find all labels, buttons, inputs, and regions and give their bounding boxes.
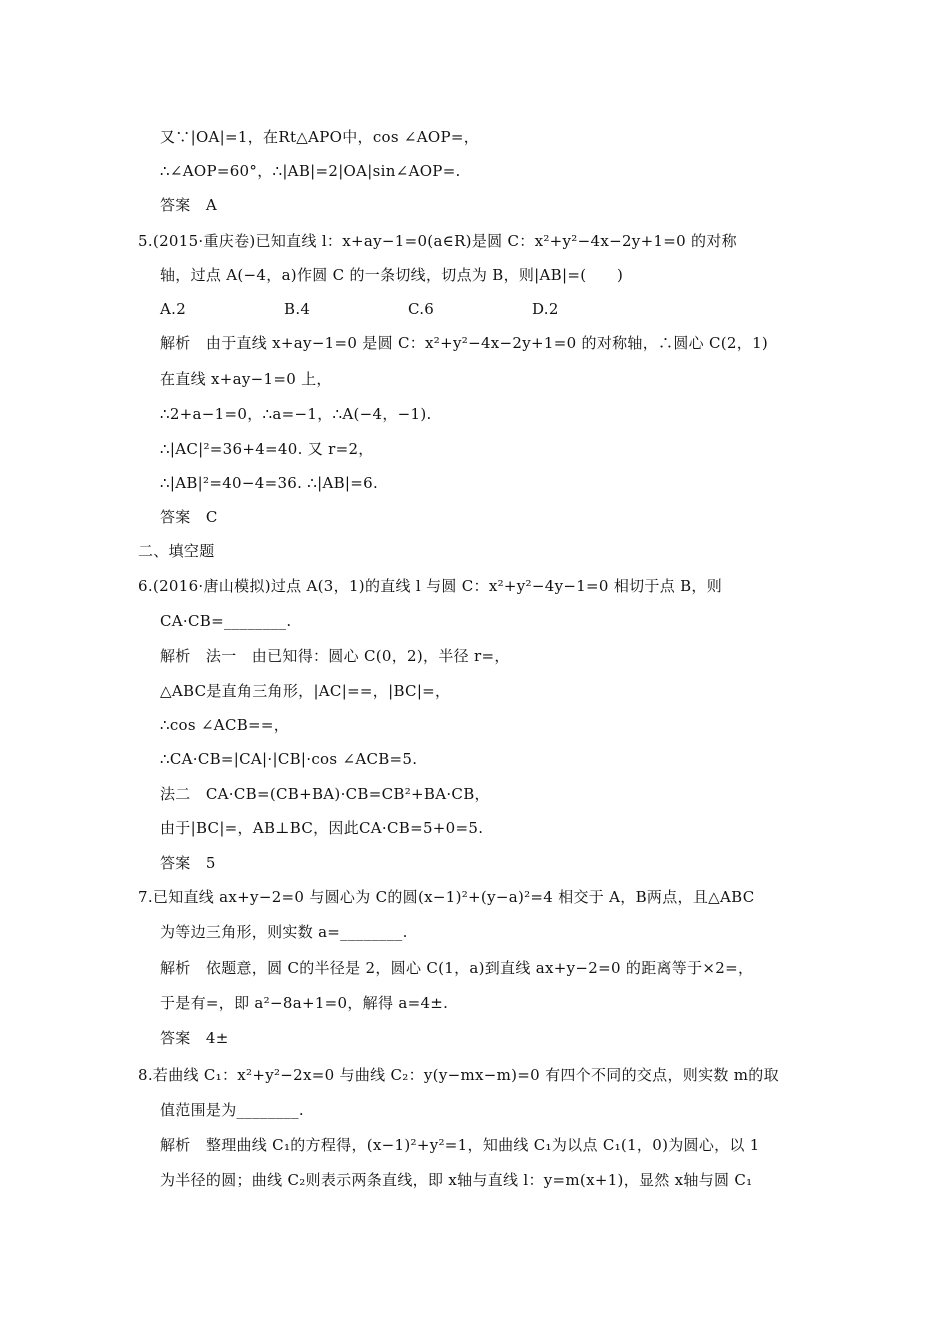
answer-line: 答案 C [160,508,218,526]
text-line: 于是有=，即 a²−8a+1=0，解得 a=4±. [160,994,449,1012]
text-line: 又∵|OA|=1，在Rt△APO中，cos ∠AOP=， [160,128,480,146]
question-5: 5.(2015·重庆卷)已知直线 l：x+ay−1=0(a∈R)是圆 C：x²+y²−4x−2y+1=0 的对称 [138,232,737,250]
question-5-cont: 轴，过点 A(−4，a)作圆 C 的一条切线，切点为 B，则|AB|=( ) [160,266,624,284]
text-line: ∴cos ∠ACB==， [160,716,290,734]
answer-line: 答案 4± [160,1029,229,1047]
choice-c: C.6 [408,300,435,318]
question-6: 6.(2016·唐山模拟)过点 A(3，1)的直线 l 与圆 C：x²+y²−4y−1=0 相切于点 B，则 [138,577,723,595]
choices-row [160,298,656,320]
text-line: 解析 由于直线 x+ay−1=0 是圆 C：x²+y²−4x−2y+1=0 的对称轴，∴圆心 C(2，1) [160,334,769,352]
answer-line: 答案 5 [160,854,216,872]
choice-b: B.4 [284,300,311,318]
question-6-cont: CA·CB=________. [160,612,292,630]
text-line: 法二 CA·CB=(CB+BA)·CB=CB²+BA·CB， [160,785,490,803]
text-line: 由于|BC|=，AB⊥BC，因此CA·CB=5+0=5. [160,819,484,837]
text-line: △ABC是直角三角形，|AC|==，|BC|=， [160,682,451,700]
text-line: 在直线 x+ay−1=0 上， [160,370,332,388]
section-heading: 二、填空题 [138,542,215,560]
text-line: ∴CA·CB=|CA|·|CB|·cos ∠ACB=5. [160,750,418,768]
text-line: 解析 法一 由已知得：圆心 C(0，2)，半径 r=， [160,647,510,665]
choice-d: D.2 [532,300,559,318]
answer-line: 答案 A [160,196,218,214]
text-line: ∴2+a−1=0，∴a=−1，∴A(−4，−1). [160,405,432,423]
text-line: 解析 整理曲线 C₁的方程得，(x−1)²+y²=1，知曲线 C₁为以点 C₁(1，0)为圆心，以 1 [160,1136,760,1154]
text-line: ∴|AB|²=40−4=36. ∴|AB|=6. [160,474,379,492]
choice-a: A.2 [160,300,187,318]
question-7-cont: 为等边三角形，则实数 a=________. [160,923,408,941]
question-7: 7.已知直线 ax+y−2=0 与圆心为 C的圆(x−1)²+(y−a)²=4 相交于 A，B两点，且△ABC [138,888,755,906]
question-8-cont: 值范围是为________. [160,1101,304,1119]
question-8: 8.若曲线 C₁：x²+y²−2x=0 与曲线 C₂：y(y−mx−m)=0 有四个不同的交点，则实数 m的取 [138,1066,779,1084]
text-line: ∴|AC|²=36+4=40. 又 r=2， [160,440,374,458]
text-line: ∴∠AOP=60°，∴|AB|=2|OA|sin∠AOP=. [160,162,461,180]
text-line: 为半径的圆；曲线 C₂则表示两条直线，即 x轴与直线 l：y=m(x+1)，显然 x轴与圆 C₁ [160,1171,753,1189]
text-line: 解析 依题意，圆 C的半径是 2，圆心 C(1，a)到直线 ax+y−2=0 的距离等于×2=， [160,959,754,977]
